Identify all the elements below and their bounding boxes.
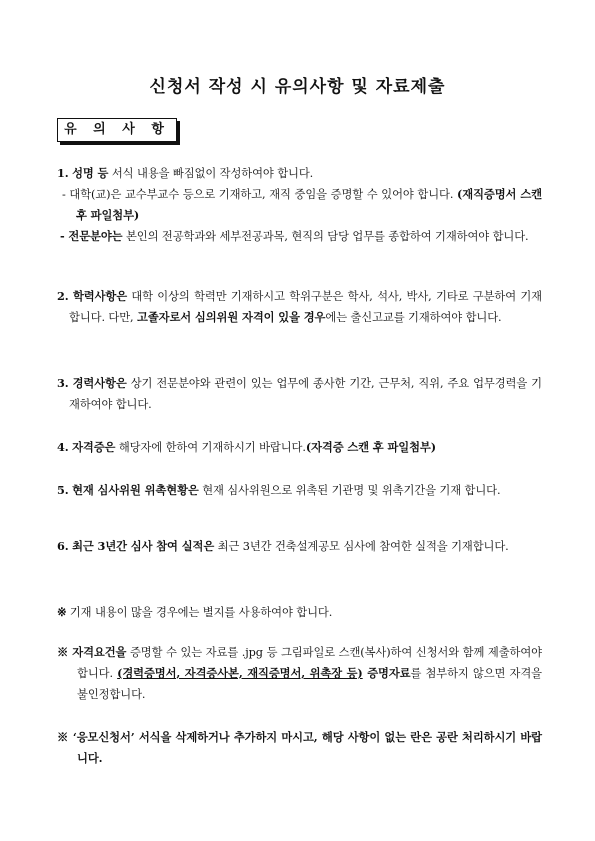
page-title: 신청서 작성 시 유의사항 및 자료제출 [149, 77, 446, 97]
note-1-text: 기재 내용이 많을 경우에는 별지를 사용하여야 합니다. [66, 606, 333, 619]
note-2-underlined-list: (경력증명서, 자격증사본, 재직증명서, 위촉장 등) [117, 666, 363, 680]
item-4-number: 4. [57, 440, 69, 454]
item-3 [57, 373, 542, 415]
note-2 [57, 642, 542, 705]
item-1-sub-1 [62, 184, 542, 226]
note-3-mark: ※ [57, 730, 69, 744]
item-1-sub-2 [60, 226, 542, 247]
item-4-text: 해당자에 한하여 기재하시기 바랍니다. [115, 441, 306, 454]
note-1 [57, 602, 542, 623]
item-1 [57, 163, 542, 184]
item-5 [57, 480, 542, 501]
item-4 [57, 437, 542, 458]
item-5-bold: 현재 심사위원 위촉현황은 [72, 483, 199, 497]
note-1-mark: ※ [57, 605, 67, 619]
item-3-text: 상기 전문분야와 관련이 있는 업무에 종사한 기간, 근무처, 직위, 주요 업무경력을 기재하여야 합니다. [69, 377, 542, 411]
note-2-text-c: 를 첨부하지 않으면 자격을 불인정합니다. [77, 667, 542, 701]
item-6 [57, 536, 542, 557]
item-5-text: 현재 심사위원으로 위촉된 기관명 및 위촉기간을 기재 합니다. [198, 484, 501, 497]
section-heading-box: 유 의 사 항 [57, 118, 177, 142]
item-6-text: 최근 3년간 건축설계공모 심사에 참여한 실적을 기재합니다. [214, 540, 509, 553]
item-1-text: 서식 내용을 빠짐없이 작성하여야 합니다. [108, 167, 314, 180]
item-2-text-c: 에는 출신고교를 기재하여야 합니다. [325, 311, 502, 324]
note-2-text-a: 증명할 수 있는 자료를 .jpg 등 그림파일로 스캔(복사)하여 신청서와 함께 제출하여야 합니다. [77, 646, 542, 680]
item-5-number: 5. [57, 483, 69, 497]
item-6-number: 6. [57, 539, 69, 553]
item-1-sub-2-bold: 전문분야는 [68, 229, 123, 243]
note-3-bold: ‘응모신청서’ 서식을 삭제하거나 추가하지 마시고, 해당 사항이 없는 란은 공란 처리하시기 바랍니다. [68, 730, 542, 765]
note-2-mark: ※ [57, 645, 69, 659]
item-1-sub-2-dash: - [60, 229, 69, 243]
item-2 [57, 286, 542, 328]
item-1-sub-2-text: 본인의 전공학과와 세부전공과목, 현직의 담당 업무를 종합하여 기재하여야 합니다. [122, 230, 529, 243]
item-1-bold: 성명 등 [72, 166, 109, 180]
note-3 [57, 727, 542, 769]
item-2-bold-b: 고졸자로서 심의위원 자격이 있을 경우 [137, 310, 326, 324]
item-1-sub-1-text: - 대학(교)은 교수부교수 등으로 기재하고, 재직 중임을 증명할 수 있어야 합니다. [62, 188, 454, 201]
item-2-text-a: 대학 이상의 학력만 기재하시고 학위구분은 학사, 석사, 박사, 기타로 구분하여 기재 합니다. 다만, [69, 290, 542, 324]
item-2-bold: 학력사항은 [72, 289, 128, 303]
item-2-number: 2. [57, 289, 69, 303]
item-1-sub-1-bold: (재직증명서 스캔 후 파일첨부) [76, 187, 542, 222]
note-2-bold-b: 증명자료 [362, 666, 411, 680]
item-4-bold: 자격증은 [72, 440, 116, 454]
item-4-bold-b: (자격증 스캔 후 파일첨부) [305, 440, 436, 454]
item-3-number: 3. [57, 376, 69, 390]
item-3-bold: 경력사항은 [72, 376, 127, 390]
item-6-bold: 최근 3년간 심사 참여 실적은 [72, 539, 215, 553]
note-2-bold: 자격요건을 [68, 645, 127, 659]
item-1-number: 1. [57, 166, 69, 180]
